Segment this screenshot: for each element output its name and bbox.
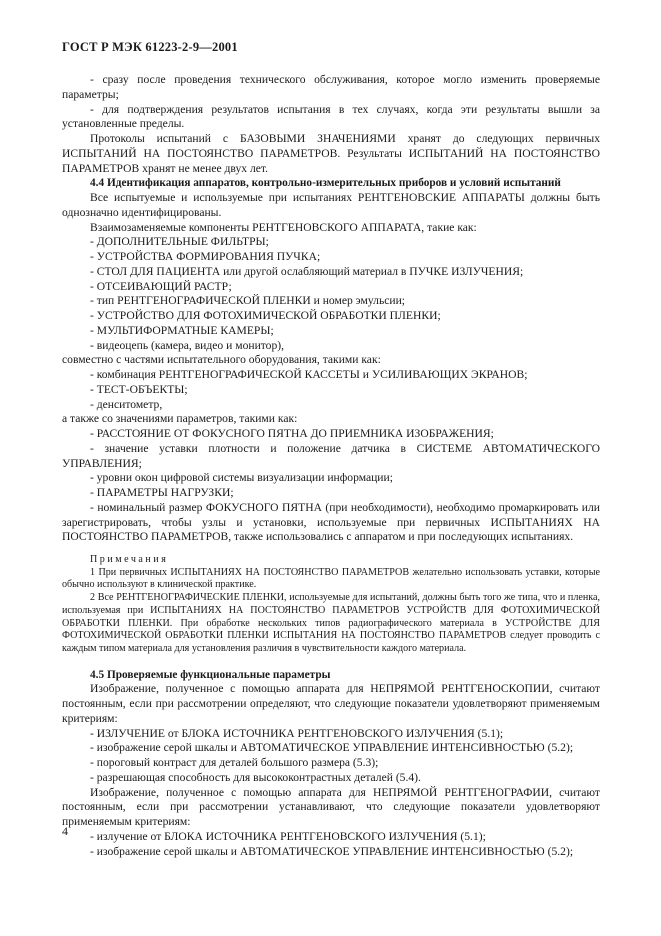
section-heading-4-5: 4.5 Проверяемые функциональные параметры (90, 668, 331, 681)
list-item: - видеоцепь (камера, видео и монитор), (90, 338, 285, 352)
page-number: 4 (62, 824, 68, 838)
list-item: - изображение серой шкалы и АВТОМАТИЧЕСКОЕ УПРАВЛЕНИЕ ИНТЕНСИВНОСТЬЮ (5.2); (90, 844, 574, 858)
paragraph: Взаимозаменяемые компоненты РЕНТГЕНОВСКОГО АППАРАТА, такие как: (90, 220, 477, 234)
paragraph: а также со значениями параметров, такими как: (62, 412, 298, 426)
list-item: - пороговый контраст для деталей большого размера (5.3); (90, 756, 379, 770)
paragraph: Изображение, полученное с помощью аппарата для НЕПРЯМОЙ РЕНТГЕНОСКОПИИ, считают постоянным, если при рассмотрении определяют, что следующие показатели удовлетворяют применяемым критериям: (62, 682, 600, 725)
list-item: - изображение серой шкалы и АВТОМАТИЧЕСКОЕ УПРАВЛЕНИЕ ИНТЕНСИВНОСТЬЮ (5.2); (90, 741, 574, 755)
list-item: - уровни окон цифровой системы визуализации информации; (90, 471, 393, 485)
body-section-2 (62, 668, 600, 860)
paragraph: Протоколы испытаний с БАЗОВЫМИ ЗНАЧЕНИЯМИ хранят до следующих первичных ИСПЫТАНИЙ НА ПОСТОЯНСТВО ПАРАМЕТРОВ. Результаты ИСПЫТАНИЙ НА ПОСТОЯНСТВО ПАРАМЕТРОВ хранят не менее двух лет. (62, 132, 600, 175)
paragraph: - сразу после проведения технического обслуживания, которое могло изменить проверяемые параметры; (62, 73, 600, 101)
list-item: - ИЗЛУЧЕНИЕ от БЛОКА ИСТОЧНИКА РЕНТГЕНОВСКОГО ИЗЛУЧЕНИЯ (5.1); (90, 726, 504, 740)
list-item: - СТОЛ ДЛЯ ПАЦИЕНТА или другой ослабляющий материал в ПУЧКЕ ИЗЛУЧЕНИЯ; (90, 264, 524, 278)
list-item: - тип РЕНТГЕНОГРАФИЧЕСКОЙ ПЛЕНКИ и номер эмульсии; (90, 294, 406, 308)
paragraph: Все испытуемые и используемые при испытаниях РЕНТГЕНОВСКИЕ АППАРАТЫ должны быть однозначно идентифицированы. (62, 191, 600, 219)
list-item: - ПАРАМЕТРЫ НАГРУЗКИ; (90, 486, 234, 499)
list-item: - УСТРОЙСТВА ФОРМИРОВАНИЯ ПУЧКА; (90, 250, 321, 263)
paragraph: Изображение, полученное с помощью аппарата для НЕПРЯМОЙ РЕНТГЕНОГРАФИИ, считают постоянным, если при рассмотрении устанавливают, что следующие показатели удовлетворяют применяемым критериям: (62, 785, 600, 829)
paragraph: совместно с частями испытательного оборудования, такими как: (62, 353, 381, 367)
list-item: - излучение от БЛОКА ИСТОЧНИКА РЕНТГЕНОВСКОГО ИЗЛУЧЕНИЯ (5.1); (90, 829, 486, 843)
section-heading-4-4: 4.4 Идентификация аппаратов, контрольно-измерительных приборов и условий испытаний (90, 177, 561, 190)
list-item: - значение уставки плотности и положение датчика в СИСТЕМЕ АВТОМАТИЧЕСКОГО УПРАВЛЕНИЯ; (62, 441, 600, 470)
list-item: - УСТРОЙСТВО ДЛЯ ФОТОХИМИЧЕСКОЙ ОБРАБОТКИ ПЛЕНКИ; (90, 309, 441, 322)
document-header: ГОСТ Р МЭК 61223-2-9—2001 (62, 40, 238, 54)
spacer (62, 656, 600, 668)
list-item: - денситометр, (90, 397, 163, 411)
list-item: - номинальный размер ФОКУСНОГО ПЯТНА (при необходимости), необходимо промаркировать или зарегистрировать, чтобы узлы и установки, используемые при первичных ИСПЫТАНИЯХ НА ПОСТОЯНСТВО ПАРАМЕТРОВ, также использовались с аппаратом и при последующих испытаниях. (62, 500, 600, 544)
list-item: - ТЕСТ-ОБЪЕКТЫ; (90, 382, 188, 396)
list-item: - ДОПОЛНИТЕЛЬНЫЕ ФИЛЬТРЫ; (90, 235, 269, 249)
list-item: - РАССТОЯНИЕ ОТ ФОКУСНОГО ПЯТНА ДО ПРИЕМНИКА ИЗОБРАЖЕНИЯ; (90, 427, 494, 440)
body-section-1 (62, 73, 600, 545)
notes-title: Примечания (90, 554, 169, 565)
notes-block (62, 554, 600, 656)
paragraph: - для подтверждения результатов испытания в тех случаях, когда эти результаты вышли за установленные пределы. (62, 102, 600, 131)
note-item: 1 При первичных ИСПЫТАНИЯХ НА ПОСТОЯНСТВО ПАРАМЕТРОВ желательно использовать уставки, которые обычно используют в клинической практике. (62, 566, 600, 591)
list-item: - разрешающая способность для высококонтрастных деталей (5.4). (90, 770, 421, 784)
list-item: - МУЛЬТИФОРМАТНЫЕ КАМЕРЫ; (90, 323, 274, 337)
document-page (62, 40, 600, 859)
list-item: - комбинация РЕНТГЕНОГРАФИЧЕСКОЙ КАССЕТЫ и УСИЛИВАЮЩИХ ЭКРАНОВ; (90, 368, 528, 381)
list-item: - ОТСЕИВАЮЩИЙ РАСТР; (90, 279, 232, 293)
note-item: 2 Все РЕНТГЕНОГРАФИЧЕСКИЕ ПЛЕНКИ, используемые для испытаний, должны быть того же типа, что и пленка, используемая при ИСПЫТАНИЯХ НА ПОСТОЯНСТВО ПАРАМЕТРОВ УСТРОЙСТВ ДЛЯ ФОТОХИМИЧЕСКОЙ ОБРАБОТКИ ПЛЕНКИ. При обработке нескольких типов радиографического материала в УСТРОЙСТВЕ ДЛЯ ФОТОХИМИЧЕСКОЙ ОБРАБОТКИ ПЛЕНКИ ИСПЫТАНИЯ НА ПОСТОЯНСТВО ПАРАМЕТРОВ следует проводить с каждым типом материала для установления различия в чувствительности каждого материала. (62, 592, 600, 654)
